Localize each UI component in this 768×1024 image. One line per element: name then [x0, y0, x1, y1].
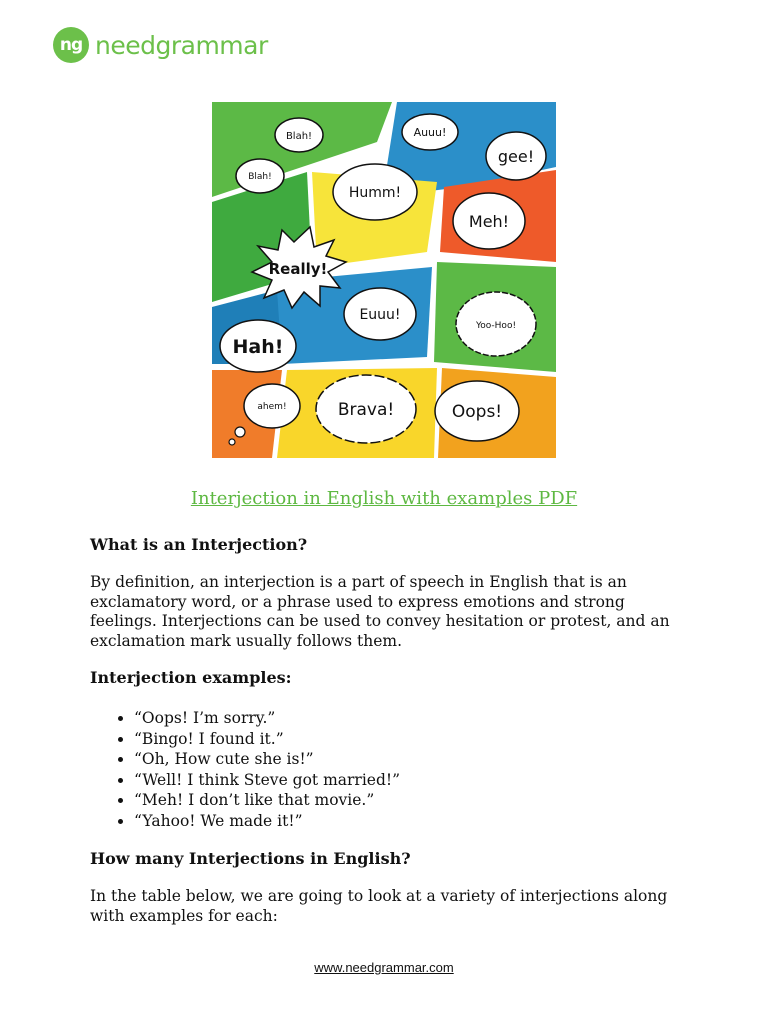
- brand-logo[interactable]: [53, 27, 268, 63]
- list-item: • “Bingo! I found it.”: [134, 729, 400, 750]
- bubble-oops: [435, 381, 519, 441]
- list-item: • “Well! I think Steve got married!”: [134, 770, 400, 791]
- footer-url-link[interactable]: www.needgrammar.com: [314, 960, 454, 975]
- bubble-text: Yoo-Hoo!: [475, 321, 517, 331]
- heading-examples: Interjection examples:: [90, 668, 292, 687]
- bubble-text: gee!: [497, 147, 535, 166]
- bubble-text: Meh!: [468, 212, 510, 231]
- bubble-meh: [453, 193, 525, 249]
- list-item: • “Meh! I don’t like that movie.”: [134, 790, 400, 811]
- examples-list: [90, 708, 400, 831]
- bubble-text: Oops!: [451, 402, 503, 422]
- document-title-link[interactable]: Interjection in English with examples PDF: [190, 488, 578, 509]
- comic-illustration: [212, 102, 556, 458]
- logo-mark-icon: ng: [53, 27, 89, 63]
- table-intro-paragraph: In the table below, we are going to look at a variety of interjections along with examples for each:: [90, 887, 668, 925]
- bubble-auuu: [402, 114, 458, 150]
- bubble-hah: [220, 320, 296, 372]
- bubble-text: Euuu!: [359, 307, 401, 323]
- bubble-text: Really!: [268, 260, 328, 278]
- bubble-text: Auuu!: [413, 126, 447, 139]
- bubble-text: Brava!: [337, 400, 395, 420]
- heading-what-is: What is an Interjection?: [90, 535, 308, 554]
- definition-paragraph: By definition, an interjection is a part of speech in English that is an exclamatory word, or a phrase used to express emotions and strong feelings. Interjections can be used to convey hesitation or protest, and an exclamation mark usually follows them.: [90, 573, 670, 650]
- bubble-text: Blah!: [285, 131, 313, 142]
- bubble-humm: [333, 164, 417, 220]
- bubble-blah-2: [236, 159, 284, 193]
- list-item: • “Oops! I’m sorry.”: [134, 708, 400, 729]
- list-item: • “Oh, How cute she is!”: [134, 749, 400, 770]
- bubble-text: Humm!: [348, 185, 402, 201]
- bubble-blah-1: [275, 118, 323, 152]
- bubble-text: Blah!: [248, 172, 272, 182]
- bubble-text: Hah!: [232, 336, 284, 358]
- heading-how-many: How many Interjections in English?: [90, 849, 411, 868]
- bubble-euuu: [344, 288, 416, 340]
- bubble-text: ahem!: [257, 402, 287, 412]
- brand-name: needgrammar: [95, 30, 268, 60]
- list-item: • “Yahoo! We made it!”: [134, 811, 400, 832]
- bubble-yoohoo: [456, 292, 536, 356]
- bubble-gee: [486, 132, 546, 180]
- bubble-brava: [316, 375, 416, 443]
